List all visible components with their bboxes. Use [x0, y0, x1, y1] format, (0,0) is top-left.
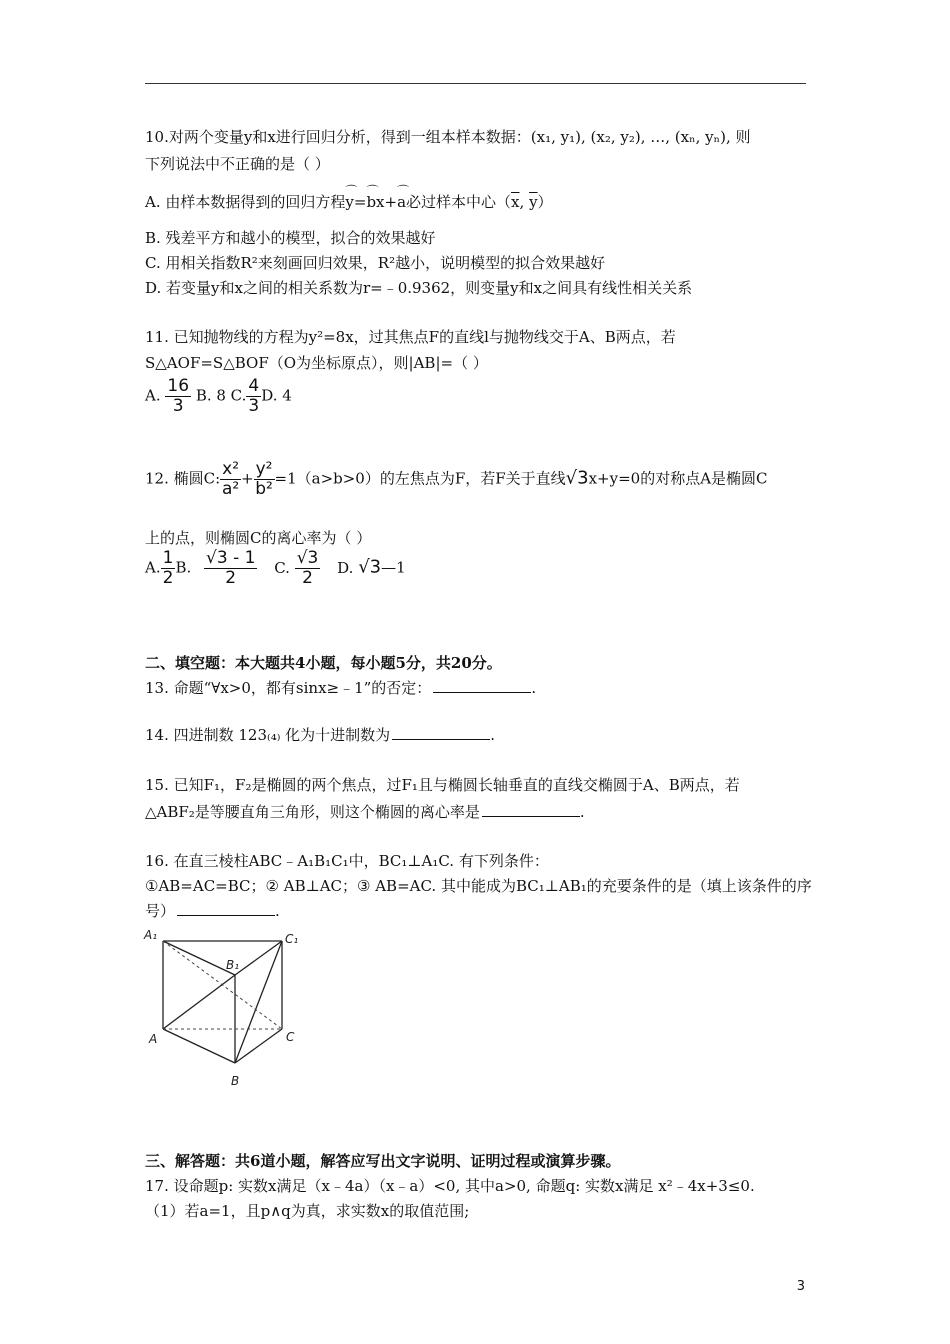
q10-y-hat: ⌒ y — [345, 193, 353, 211]
label-c1: C₁ — [285, 932, 299, 946]
q12-b-label: B. — [175, 558, 192, 577]
q12-plus: + — [241, 469, 254, 488]
q14-line — [145, 724, 495, 745]
edge-ab — [163, 1029, 235, 1063]
q15-blank[interactable] — [482, 802, 580, 817]
q10-x-term: x+ — [376, 193, 398, 211]
q10-option-a — [145, 191, 553, 212]
q10-a-hat: ⌒ a — [397, 193, 406, 211]
q12-d-label: D. — [337, 558, 354, 577]
edge-a1b1 — [163, 941, 235, 975]
q11-d-label: D. 4 — [261, 386, 292, 405]
q10-option-a-text: A. 由样本数据得到的回归方程 — [145, 193, 346, 211]
q11-bc-label: B. 8 C. — [195, 386, 247, 405]
q12-b-fraction: $\frac{√3 - 1}{2}$ — [206, 548, 256, 588]
header-rule — [145, 83, 806, 84]
q10-y-bar: $\overline{y}$ — [529, 193, 538, 211]
q13-end: . — [531, 679, 537, 697]
q17-line2: （1）若a=1，且p∧q为真，求实数x的取值范围; — [145, 1202, 470, 1220]
q12-options — [145, 549, 406, 588]
q14-text: 14. 四进制数 123₍₄₎ 化为十进制数为 — [145, 726, 391, 744]
q10-center-pre: 必过样本中心（ — [406, 193, 512, 211]
q12-y-fraction: $\frac{\text{y²}}{\text{b²}}$ — [255, 459, 273, 499]
q15-line2 — [145, 801, 585, 822]
label-b: B — [231, 1074, 240, 1088]
q10-stem-line2: 下列说法中不正确的是（ ） — [145, 155, 330, 173]
q14-end: . — [490, 726, 495, 744]
q10-eq-sign: = — [353, 193, 367, 211]
edge-ab1 — [163, 975, 235, 1029]
q12-d-tail: —1 — [381, 558, 406, 577]
q12-a-label: A. — [145, 558, 161, 577]
q10-x-bar: $\overline{x}$ — [511, 193, 520, 211]
q12-line2: 上的点，则椭圆C的离心率为（ ） — [145, 529, 372, 547]
q12-d-root: √3 — [358, 556, 382, 578]
q15-text: △ABF₂是等腰直角三角形，则这个椭圆的离心率是 — [145, 803, 480, 821]
q10-option-b: B. 残差平方和越小的模型，拟合的效果越好 — [145, 229, 436, 247]
section3-heading: 三、解答题：共6道小题，解答应写出文字说明、证明过程或演算步骤。 — [145, 1152, 621, 1170]
q12-c-label: C. — [274, 558, 290, 577]
q10-center-end: ） — [537, 193, 553, 211]
q16-line3 — [145, 900, 280, 921]
q16-blank[interactable] — [177, 901, 275, 916]
q12-pre: 12. 椭圆C: — [145, 469, 221, 488]
q10-option-d: D. 若变量y和x之间的相关系数为r=﹣0.9362，则变量y和x之间具有线性相关关系 — [145, 279, 693, 297]
label-a1: A₁ — [144, 928, 158, 942]
q11-a-label: A. — [145, 386, 161, 405]
q11-line1: 11. 已知抛物线的方程为y²=8x，过其焦点F的直线l与抛物线交于A、B两点，若 — [145, 328, 676, 346]
q12-root: √3 — [565, 467, 589, 489]
q16-end: . — [275, 902, 280, 920]
q13-blank[interactable] — [433, 678, 531, 693]
label-a: A — [149, 1032, 158, 1046]
q11-options — [145, 377, 292, 416]
q13-text: 13. 命题“∀x>0，都有sinx≥﹣1”的否定： — [145, 679, 432, 697]
q16-line2: ①AB=AC=BC；② AB⊥AC；③ AB=AC. 其中能成为BC₁⊥AB₁的充要条件的是（填上该条件的序 — [145, 877, 812, 895]
q12-post: x+y=0的对称点A是椭圆C — [588, 469, 768, 488]
q11-c-fraction: $\frac{4}{3}$ — [248, 376, 260, 416]
q12-x-fraction: $\frac{\text{x²}}{\text{a²}}$ — [221, 459, 240, 499]
q12-a-fraction: $\frac{1}{2}$ — [162, 548, 174, 588]
prism-figure — [140, 925, 310, 1095]
q11-line2: S△AOF=S△BOF（O为坐标原点），则|AB|=（ ） — [145, 354, 488, 372]
label-b1: B₁ — [226, 958, 240, 972]
q16-line1: 16. 在直三棱柱ABC﹣A₁B₁C₁中，BC₁⊥A₁C. 有下列条件： — [145, 852, 549, 870]
q17-line1: 17. 设命题p: 实数x满足（x﹣4a）（x﹣a）<0, 其中a>0, 命题q: 实数x满足 x²﹣4x+3≤0. — [145, 1177, 755, 1195]
q13-line — [145, 677, 536, 698]
q10-stem-line1: 10.对两个变量y和x进行回归分析，得到一组本样本数据：(x₁, y₁), (x₂, y₂), …, (xₙ, yₙ), 则 — [145, 128, 751, 146]
q10-center-sep: , — [519, 193, 530, 211]
section2-heading: 二、填空题：本大题共4小题，每小题5分，共20分。 — [145, 654, 502, 672]
q12-stem — [145, 460, 768, 499]
label-c: C — [286, 1030, 295, 1044]
q15-line1: 15. 已知F₁，F₂是椭圆的两个焦点，过F₁且与椭圆长轴垂直的直线交椭圆于A、B两点，若 — [145, 776, 740, 794]
q10-option-c: C. 用相关指数R²来刻画回归效果，R²越小，说明模型的拟合效果越好 — [145, 254, 606, 272]
q16-text: 号） — [145, 902, 176, 920]
q15-end: . — [579, 803, 585, 821]
q12-c-fraction: $\frac{√3}{2}$ — [296, 548, 319, 588]
page-number: 3 — [796, 1279, 805, 1294]
q14-blank[interactable] — [392, 725, 490, 740]
q11-a-fraction: $\frac{16}{3}$ — [167, 376, 190, 416]
q10-b-hat: ⌒ b — [366, 193, 376, 211]
edge-bc1 — [235, 941, 282, 1063]
q12-mid: =1（a>b>0）的左焦点为F，若F关于直线 — [274, 469, 566, 488]
